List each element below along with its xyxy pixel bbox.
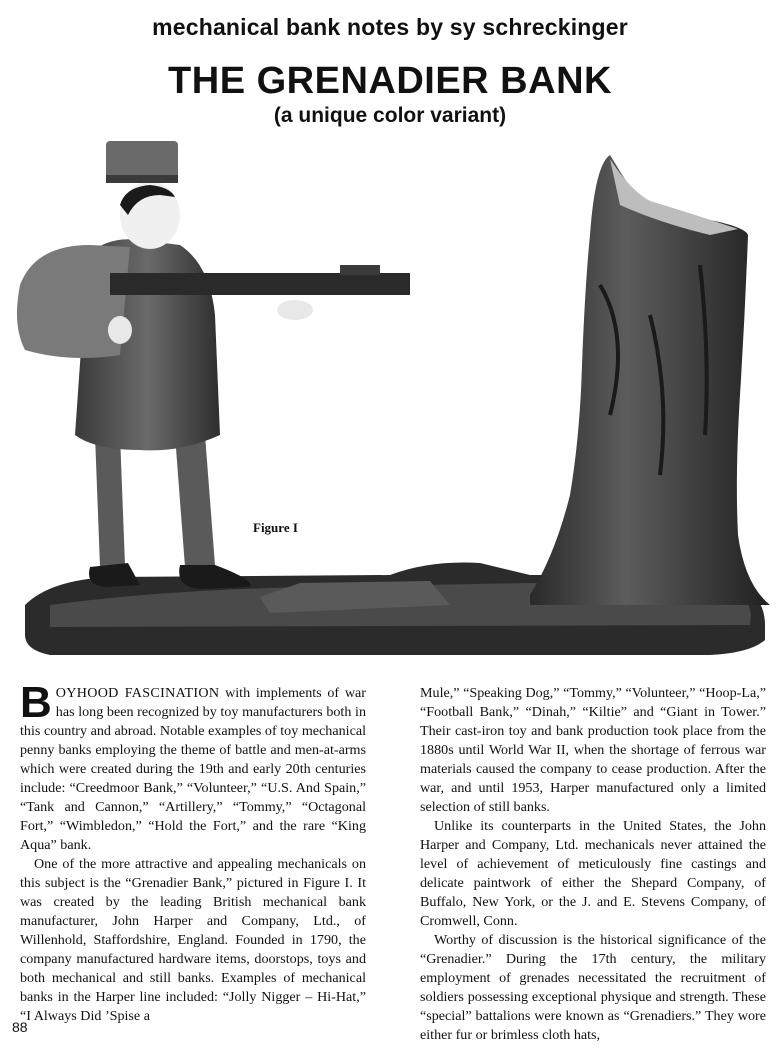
drop-cap: B [20,678,52,727]
article-column-left [20,678,366,1026]
tree-stump [530,155,770,605]
column-title: mechanical bank notes by sy schreckinger [152,14,628,40]
article-paragraph-2-continued: Mule,” “Speaking Dog,” “Tommy,” “Volunteer,” “Hoop-La,” “Football Bank,” “Dinah,” “Kiltie” and “Giant in Tower.” Their cast-iron toy and bank production took place from the 1880s until World War II, when the shortage of ferrous war materials caused the company to cease production. After the war, and until 1953, Harper manufactured only a limited selection of still banks. [420,685,766,815]
article-column-right [420,684,766,1045]
figure-caption: Figure I [253,520,298,535]
article-paragraph-4: Worthy of discussion is the historical significance of the “Grenadier.” During the 17th century, the military employment of grenades necessitated the recruitment of soldiers possessing exceptional physique and strength. These “special” battalions were known as “Grenadiers.” They wore either fur or brimless cloth hats, [420,932,766,1043]
page-subtitle: (a unique color variant) [273,104,507,127]
lead-in-smallcaps: OYHOOD FASCINATION [55,685,220,701]
article-paragraph-1 [20,678,366,855]
soldier-legs [95,435,215,567]
figure-photo [10,135,775,660]
article-paragraph-2: One of the more attractive and appealing mechanicals on this subject is the “Grenadier Bank,” pictured in Figure I. It was created by the leading British mechanical bank manufacturer, John Harper and Company, Ltd., of Willenhold, Staffordshire, England. Founded in 1790, the company manufactured hardware items, doorstops, toys and both mechanical and still banks. Examples of mechanical banks in the Harper line included: “Jolly Nigger – Hi-Hat,” “I Always Did ’Spise a [20,856,366,1024]
paragraph-1-text: with implements of war has long been recognized by toy manufacturers both in this country and abroad. Notable examples of toy mechanical penny banks employing the theme of battle and men-at-arms which were created during the 19th and early 20th centuries include: “Creedmoor Bank,” “Volunteer,” “U.S. And Spain,” “Tank and Cannon,” “Artillery,” “Tommy,” “Octagonal Fort,” “Wimbledon,” “Hold the Fort,” and the rare “King Aqua” bank. [20,685,366,853]
page-title: THE GRENADIER BANK [168,60,612,102]
article-paragraph-3: Unlike its counterparts in the United States, the John Harper and Company, Ltd. mechanicals never attained the level of achievement of meticulously fine castings and delicate paintwork of either the Shepard Company, of Buffalo, New York, or the J. and E. Stevens Company, of Cromwell, Conn. [420,818,766,929]
page-number: 88 [12,1019,28,1035]
soldier-rifle [110,273,410,295]
